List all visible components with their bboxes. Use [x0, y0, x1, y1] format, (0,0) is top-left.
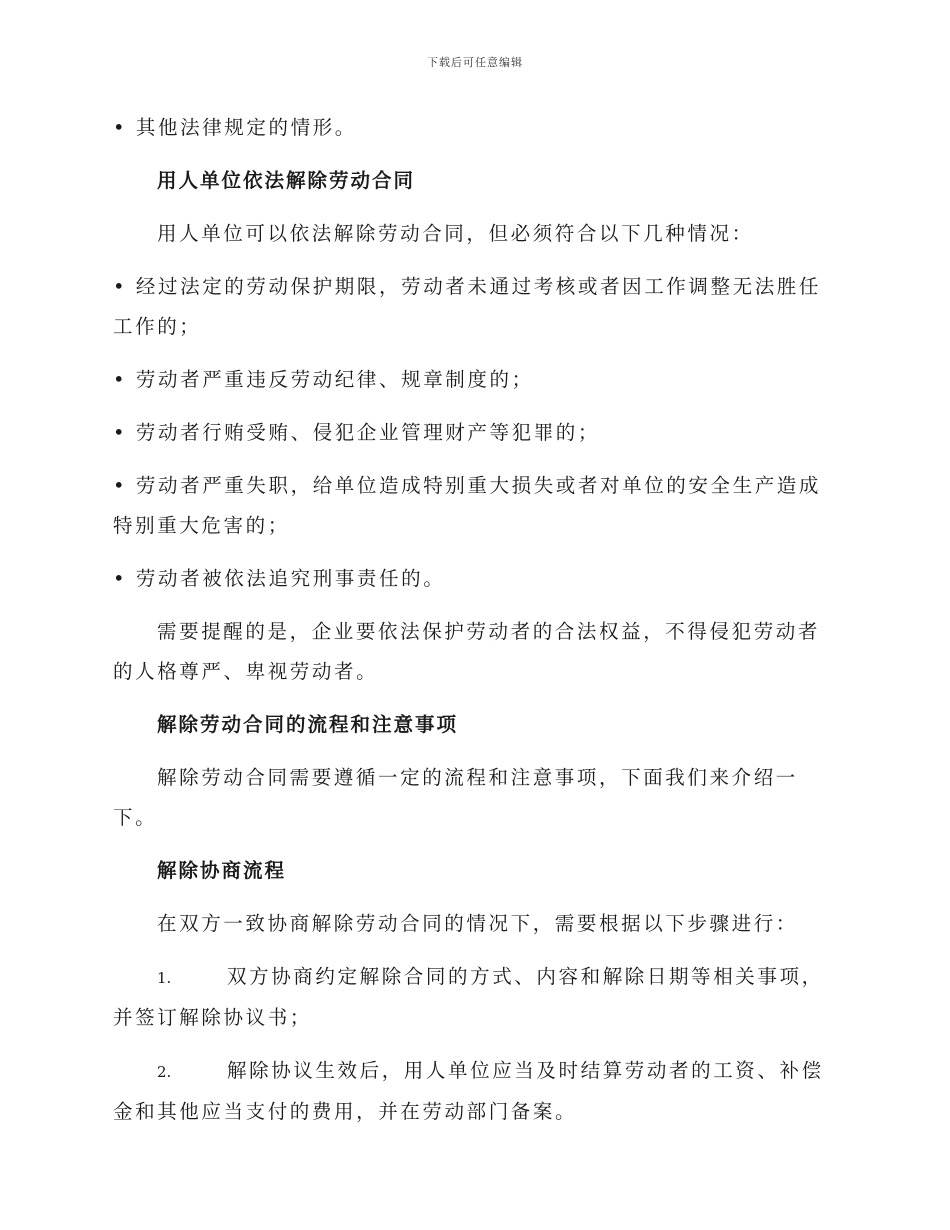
item-number: 2. — [157, 1063, 172, 1081]
section-heading: 解除协商流程 — [157, 859, 287, 882]
paragraph: 解除劳动合同需要遵循一定的流程和注意事项，下面我们来介绍一下。 — [113, 766, 798, 829]
bullet-item: • 劳动者行贿受贿、侵犯企业管理财产等犯罪的； — [113, 421, 601, 444]
item-text: 解除协议生效后，用人单位应当及时结算劳动者的工资、补偿金和其他应当支付的费用，并在劳动部门备案。 — [113, 1059, 824, 1123]
section-heading: 解除劳动合同的流程和注意事项 — [157, 713, 459, 736]
bullet-item: • 劳动者严重失职，给单位造成特别重大损失或者对单位的安全生产造成特别重大危害的； — [113, 474, 822, 537]
document-body — [113, 108, 833, 1145]
numbered-item — [113, 957, 833, 1038]
bullet-item: • 其他法律规定的情形。 — [113, 116, 357, 139]
paragraph: 用人单位可以依法解除劳动合同，但必须符合以下几种情况： — [157, 222, 754, 245]
item-number: 1. — [157, 969, 172, 987]
bullet-item: • 劳动者被依法追究刑事责任的。 — [113, 567, 446, 590]
paragraph: 在双方一致协商解除劳动合同的情况下，需要根据以下步骤进行： — [157, 912, 798, 935]
numbered-item — [113, 1051, 833, 1132]
page-header: 下载后可任意编辑 — [427, 56, 523, 69]
bullet-item: • 劳动者严重违反劳动纪律、规章制度的； — [113, 368, 534, 391]
item-text: 双方协商约定解除合同的方式、内容和解除日期等相关事项，并签订解除协议书； — [113, 965, 824, 1029]
paragraph: 需要提醒的是，企业要依法保护劳动者的合法权益，不得侵犯劳动者的人格尊严、卑视劳动者。 — [113, 620, 821, 683]
section-heading: 用人单位依法解除劳动合同 — [157, 169, 416, 192]
bullet-item: • 经过法定的劳动保护期限，劳动者未通过考核或者因工作调整无法胜任工作的； — [113, 275, 822, 338]
